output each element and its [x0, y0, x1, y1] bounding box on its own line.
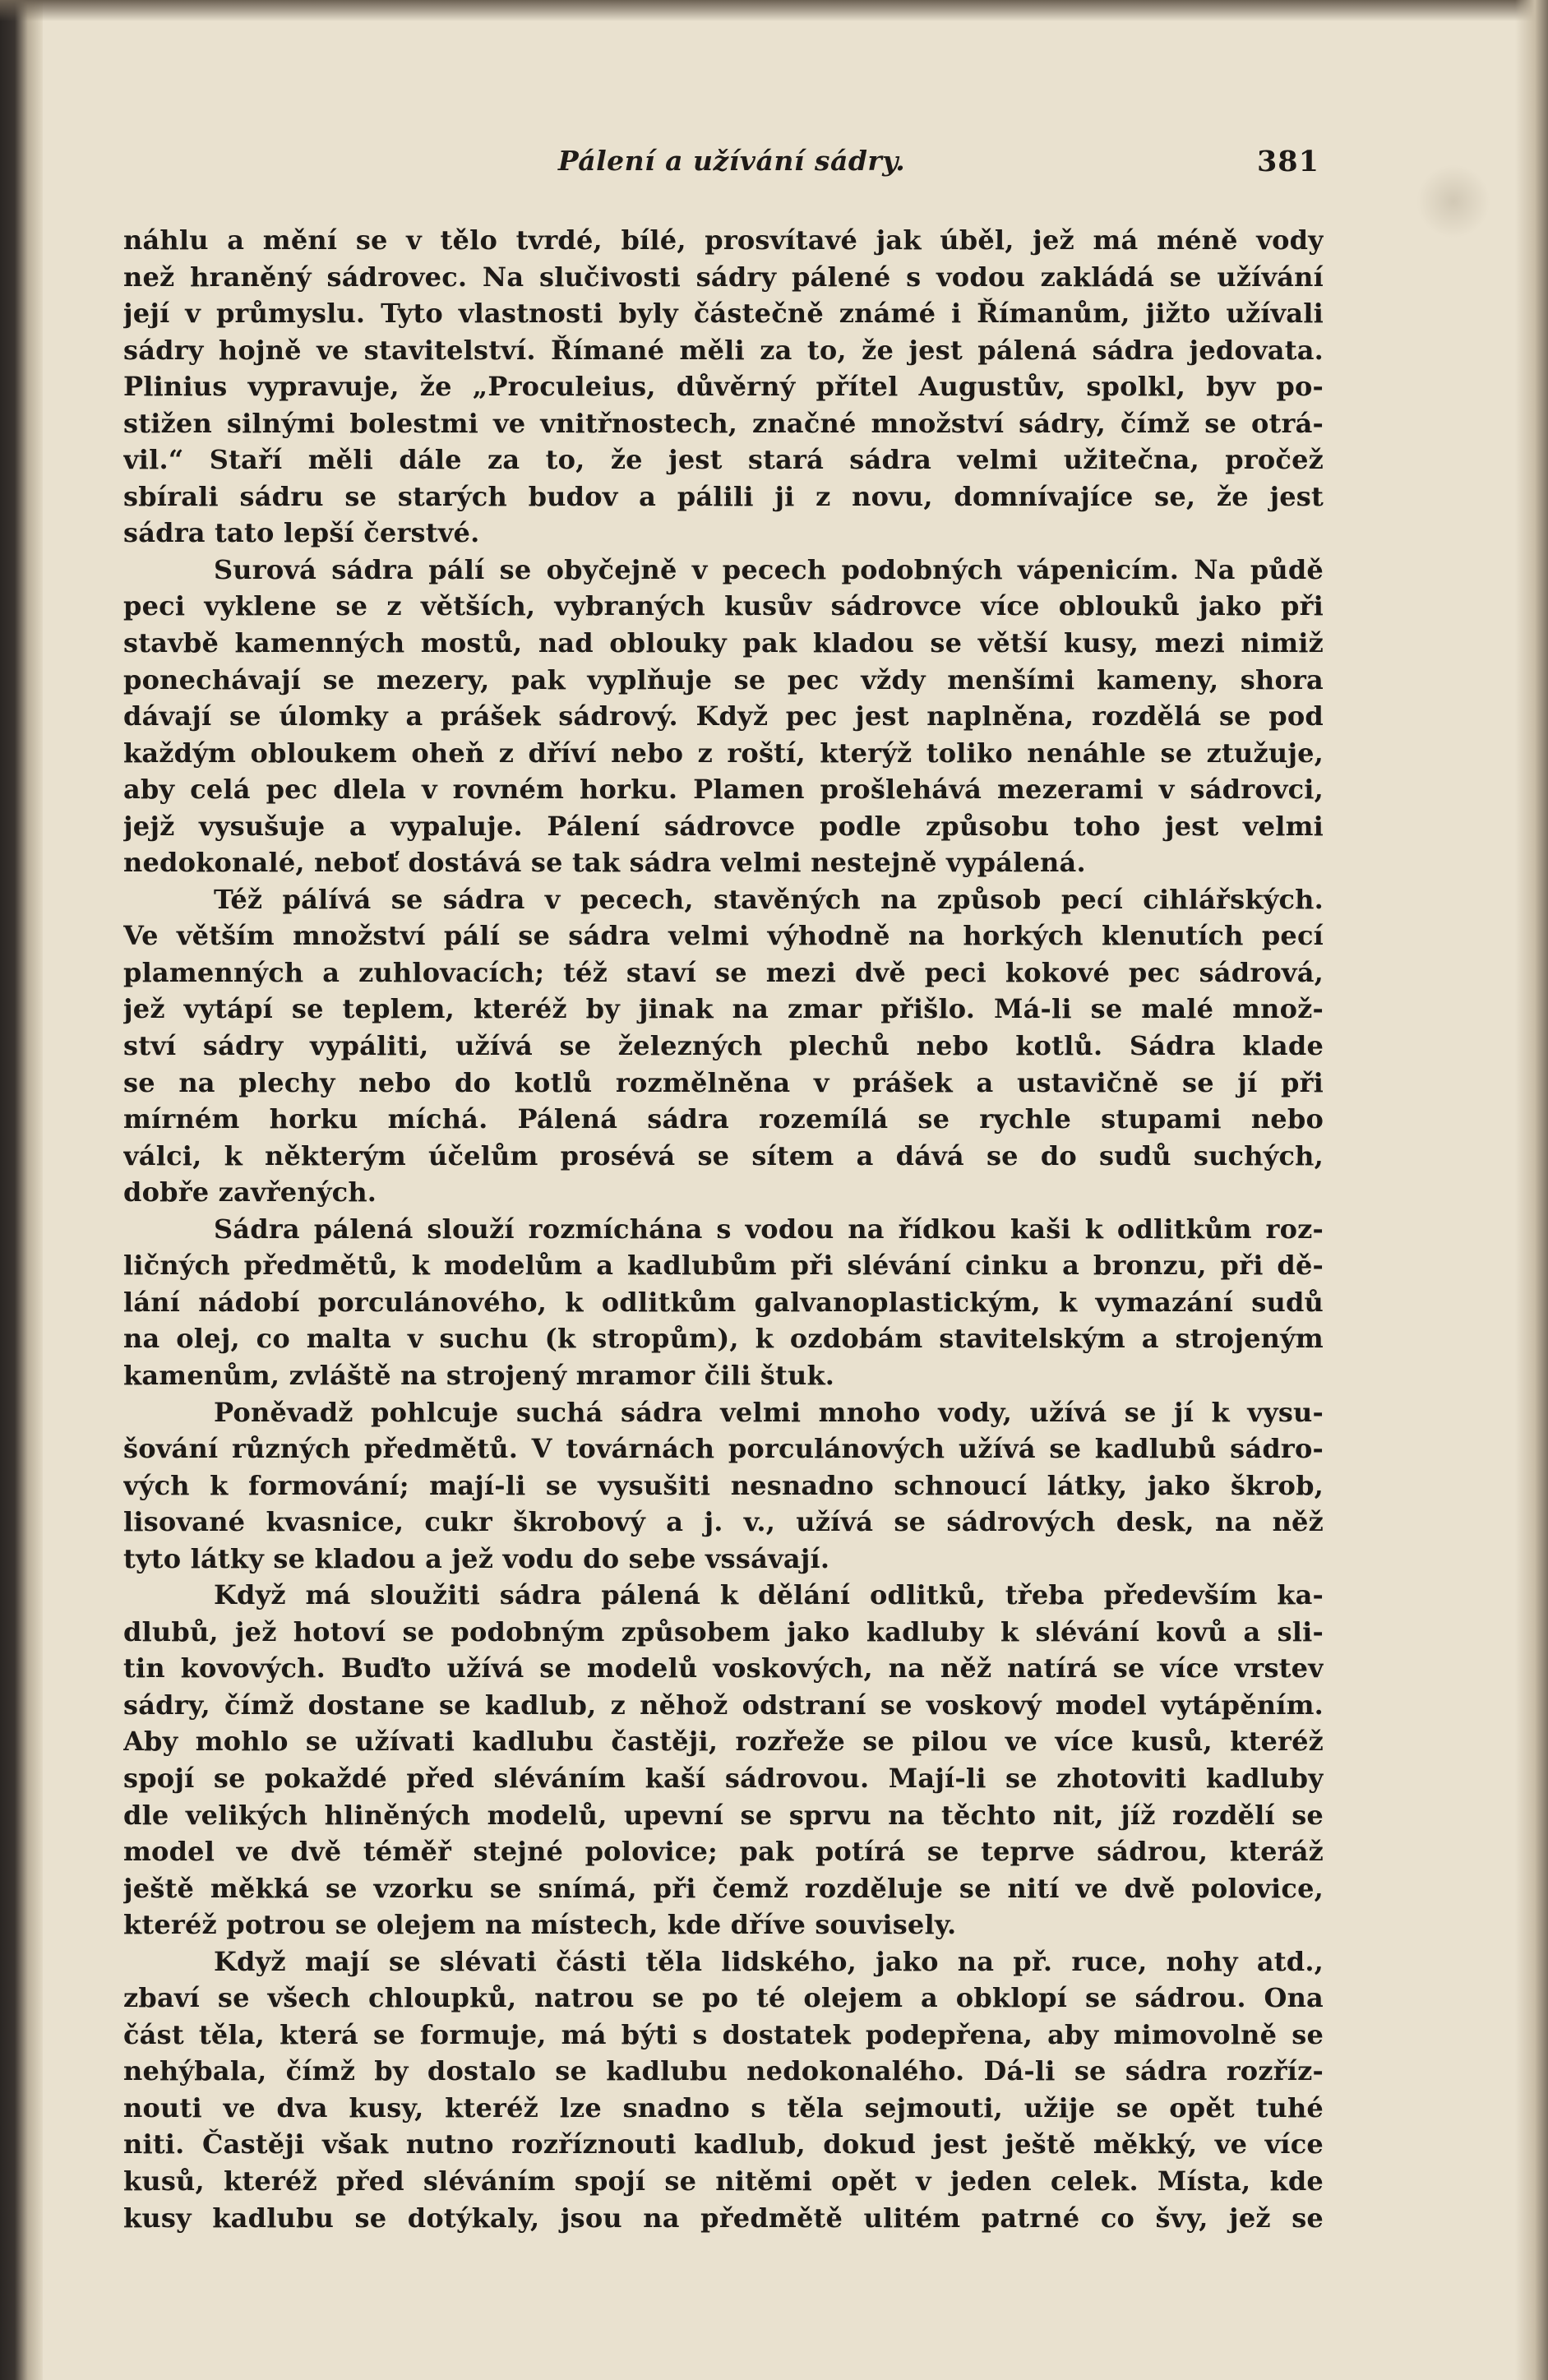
text-line: sádry, čímž dostane se kadlub, z něhož odstraní se voskový model vytápěním. — [123, 1689, 1324, 1721]
text-line: dobře zavřených. — [123, 1176, 377, 1208]
text-line: Když mají se slévati části těla lidského, jako na př. ruce, nohy atd., — [214, 1945, 1324, 1977]
text-line: sbírali sádru se starých budov a pálili ji z novu, domnívajíce se, že jest — [123, 480, 1324, 512]
text-line: část těla, která se formuje, má býti s dostatek podepřena, aby mimovolně se — [123, 2018, 1324, 2050]
page-number: 381 — [1256, 145, 1319, 178]
text-line: dlubů, jež hotoví se podobným způsobem jako kadluby k slévání kovů a sli- — [123, 1615, 1324, 1648]
text-line: dle velikých hliněných modelů, upevní se sprvu na těchto nit, jíž rozdělí se — [123, 1799, 1324, 1831]
text-line: ponechávají se mezery, pak vyplňuje se pec vždy menšími kameny, shora — [123, 663, 1324, 696]
text-line: lisované kvasnice, cukr škrobový a j. v., užívá se sádrových desk, na něž — [123, 1506, 1324, 1538]
text-line: jež vytápí se teplem, kteréž by jinak na zmar přišlo. Má-li se malé množ- — [123, 993, 1324, 1025]
text-line: zbaví se všech chloupků, natrou se po té olejem a obklopí se sádrou. Ona — [123, 1982, 1324, 2014]
text-line: Poněvadž pohlcuje suchá sádra velmi mnoho vody, užívá se jí k vysu- — [214, 1396, 1324, 1428]
text-line: nedokonalé, neboť dostává se tak sádra velmi nestejně vypálená. — [123, 847, 1086, 879]
text-line: šování různých předmětů. V továrnách porculánových užívá se kadlubů sádro- — [123, 1433, 1324, 1465]
text-line: kamenům, zvláště na strojený mramor čili štuk. — [123, 1359, 835, 1391]
text-line: Sádra pálená slouží rozmíchána s vodou na řídkou kaši k odlitkům roz- — [214, 1213, 1324, 1245]
text-line: vil.“ Staří měli dále za to, že jest stará sádra velmi užitečna, pročež — [123, 444, 1324, 476]
text-line: sádra tato lepší čerstvé. — [123, 517, 480, 549]
text-line: každým obloukem oheň z dříví nebo z roští, kterýž toliko nenáhle se ztužuje, — [123, 737, 1324, 769]
text-line: Aby mohlo se užívati kadlubu častěji, rozřeže se pilou ve více kusů, kteréž — [123, 1726, 1324, 1758]
text-line: peci vyklene se z větších, vybraných kusův sádrovce více oblouků jako při — [123, 590, 1324, 622]
text-line: válci, k některým účelům prosévá se sítem a dává se do sudů suchých, — [123, 1139, 1324, 1172]
text-line: na olej, co malta v suchu (k stropům), k ozdobám stavitelským a strojeným — [123, 1323, 1324, 1355]
page-header — [123, 138, 1324, 187]
text-line: jejž vysušuje a vypaluje. Pálení sádrovce podle způsobu toho jest velmi — [123, 810, 1324, 842]
text-line: sádry hojně ve stavitelství. Římané měli za to, že jest pálená sádra jedovata. — [123, 334, 1324, 366]
text-line: ličných předmětů, k modelům a kadlubům při slévání cinku a bronzu, při dě- — [123, 1250, 1324, 1282]
text-line: tyto látky se kladou a jež vodu do sebe vssávají. — [123, 1542, 830, 1574]
text-line: Když má sloužiti sádra pálená k dělání odlitků, třeba především ka- — [214, 1579, 1324, 1611]
page-edge-shadow — [1515, 0, 1548, 2380]
text-line: mírném horku míchá. Pálená sádra rozemílá se rychle stupami nebo — [123, 1103, 1324, 1135]
text-line: spojí se pokaždé před sléváním kaší sádrovou. Mají-li se zhotoviti kadluby — [123, 1762, 1324, 1794]
page-binding-shadow — [0, 0, 43, 2380]
text-line: Surová sádra pálí se obyčejně v pecech podobných vápenicím. Na půdě — [214, 553, 1324, 585]
text-line: stavbě kamenných mostů, nad oblouky pak kladou se větší kusy, mezi nimiž — [123, 627, 1324, 659]
text-line: aby celá pec dlela v rovném horku. Plamen prošlehává mezerami v sádrovci, — [123, 774, 1324, 806]
text-line: kusy kadlubu se dotýkaly, jsou na předmětě ulitém patrné co švy, jež se — [123, 2202, 1324, 2234]
text-line: dávají se úlomky a prášek sádrový. Když pec jest naplněna, rozdělá se pod — [123, 700, 1324, 732]
text-line: plamenných a zuhlovacích; též staví se mezi dvě peci kokové pec sádrová, — [123, 956, 1324, 988]
text-line: Ve větším množství pálí se sádra velmi výhodně na horkých klenutích pecí — [123, 920, 1324, 952]
text-line: Plinius vypravuje, že „Proculeius, důvěrný přítel Augustův, spolkl, byv po- — [123, 371, 1324, 403]
text-line: nouti ve dva kusy, kteréž lze snadno s těla sejmouti, užije se opět tuhé — [123, 2091, 1324, 2124]
paper-stain — [1416, 164, 1490, 238]
text-line: vých k formování; mají-li se vysušiti nesnadno schnoucí látky, jako škrob, — [123, 1469, 1324, 1501]
text-line: kusů, kteréž před sléváním spojí se nitěmi opět v jeden celek. Místa, kde — [123, 2165, 1324, 2197]
text-line: stižen silnými bolestmi ve vnitřnostech, značné množství sádry, čímž se otrá- — [123, 407, 1324, 439]
text-line: kteréž potrou se olejem na místech, kde dříve souvisely. — [123, 1909, 957, 1941]
text-line: niti. Častěji však nutno rozříznouti kadlub, dokud jest ještě měkký, ve více — [123, 2128, 1324, 2160]
text-line: se na plechy nebo do kotlů rozmělněna v prášek a ustavičně se jí při — [123, 1066, 1324, 1098]
text-line: náhlu a mění se v tělo tvrdé, bílé, prosvítavé jak úběl, jež má méně vody — [123, 224, 1324, 256]
text-line: tin kovových. Buďto užívá se modelů voskových, na něž natírá se více vrstev — [123, 1652, 1324, 1684]
text-line: než hraněný sádrovec. Na slučivosti sádry pálené s vodou zakládá se užívání — [123, 261, 1324, 293]
running-title: Pálení a užívání sádry. — [557, 145, 906, 177]
text-line: lání nádobí porculánového, k odlitkům galvanoplastickým, k vymazání sudů — [123, 1286, 1324, 1318]
page-top-shadow — [0, 0, 1548, 21]
text-line: model ve dvě téměř stejné polovice; pak potírá se teprve sádrou, kteráž — [123, 1836, 1324, 1868]
text-line: nehýbala, čímž by dostalo se kadlubu nedokonalého. Dá-li se sádra rozříz- — [123, 2055, 1324, 2087]
text-line: Též pálívá se sádra v pecech, stavěných na způsob pecí cihlářských. — [214, 883, 1324, 915]
text-line: ještě měkká se vzorku se snímá, při čemž rozděluje se nití ve dvě polovice, — [123, 1872, 1324, 1904]
body-text — [123, 222, 1324, 2236]
text-line: její v průmyslu. Tyto vlastnosti byly částečně známé i Římanům, jižto užívali — [123, 298, 1324, 330]
text-line: ství sádry vypáliti, užívá se železných plechů nebo kotlů. Sádra klade — [123, 1030, 1324, 1062]
